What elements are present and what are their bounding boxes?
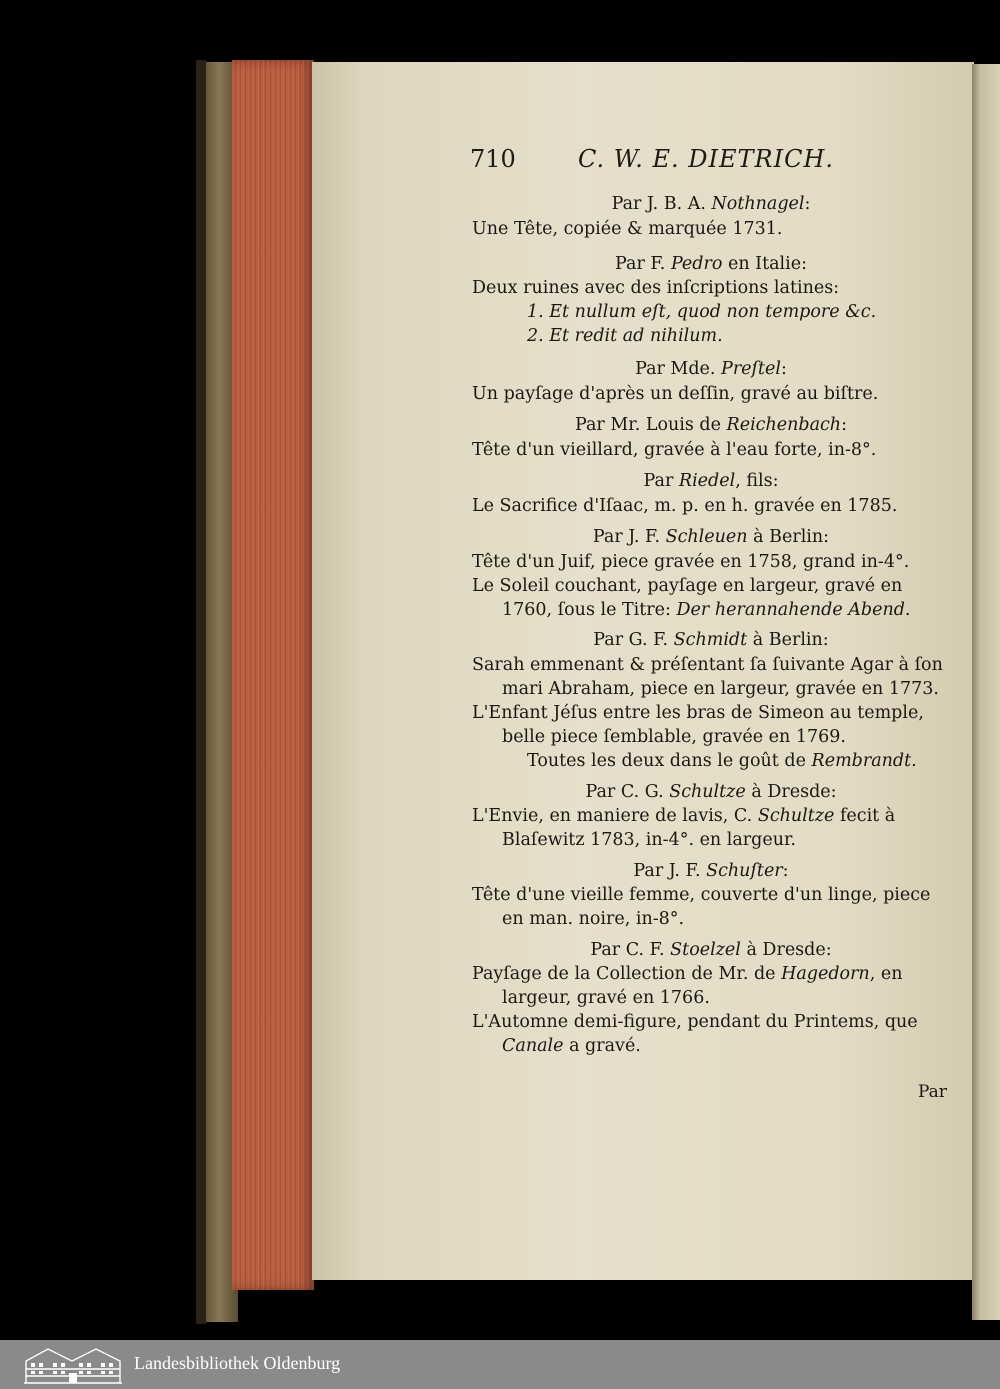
entry-heading: Par J. F. Schuſter: — [633, 861, 789, 881]
entry-line: Tête d'un vieillard, gravée à l'eau forte, in-8°. — [472, 440, 877, 460]
entry-line: Deux ruines avec des inſcriptions latines: — [472, 278, 840, 298]
library-name: Landesbibliothek Oldenburg — [134, 1353, 341, 1373]
entry-line: Une Tête, copiée & marquée 1731. — [472, 219, 783, 239]
entry-heading: Par Mr. Louis de Reichenbach: — [575, 415, 847, 435]
entry-line: Toutes les deux dans le goût de Rembrandt. — [527, 751, 917, 771]
library-building-icon — [22, 1343, 124, 1387]
entry-heading: Par J. F. Schleuen à Berlin: — [592, 527, 830, 547]
entry-heading: Par G. F. Schmidt à Berlin: — [593, 630, 829, 650]
entry-line: en man. noire, in-8°. — [502, 909, 685, 929]
entry-heading: Par Mde. Preſtel: — [635, 359, 787, 379]
page-number: 710 — [470, 145, 516, 173]
entry-heading: Par C. F. Stoelzel à Dresde: — [590, 940, 832, 960]
entry-line: Sarah emmenant & préſentant ſa ſuivante Agar à ſon — [472, 655, 943, 675]
entry-line: 2. Et redit ad nihilum. — [527, 326, 723, 346]
entry-line: largeur, gravé en 1766. — [502, 988, 710, 1008]
entry-line: Tête d'une vieille femme, couverte d'un linge, piece — [472, 885, 931, 905]
entry-line: 1760, ſous le Titre: Der herannahende Abend. — [502, 600, 911, 620]
entry-heading: Par Riedel, fils: — [643, 471, 779, 491]
entry-line: Le Sacrifice d'Iſaac, m. p. en h. gravée en 1785. — [472, 496, 898, 516]
entry-line: L'Automne demi-figure, pendant du Printems, que — [472, 1012, 918, 1032]
catchword: Par — [918, 1082, 947, 1102]
page-edges — [232, 60, 314, 1290]
entry-heading: Par J. B. A. Nothnagel: — [611, 194, 811, 214]
entry-line: Tête d'un Juif, piece gravée en 1758, grand in-4°. — [472, 552, 910, 572]
running-title: C. W. E. DIETRICH. — [578, 145, 834, 173]
entry-line: Un payſage d'après un deſſin, gravé au biſtre. — [472, 384, 879, 404]
entry-line: L'Enfant Jéſus entre les bras de Simeon au temple, — [472, 703, 924, 723]
entry-line: Payſage de la Collection de Mr. de Hagedorn, en — [472, 964, 903, 984]
entry-line: 1. Et nullum eſt, quod non tempore &c. — [527, 302, 877, 322]
entry-line: Blaſewitz 1783, in-4°. en largeur. — [502, 830, 796, 850]
footer-bar — [0, 1340, 1000, 1389]
entry-line: L'Envie, en maniere de lavis, C. Schultze fecit à — [472, 806, 896, 826]
entry-line: Canale a gravé. — [502, 1036, 641, 1056]
spine-shadow — [196, 60, 206, 1324]
entry-heading: Par F. Pedro en Italie: — [615, 254, 807, 274]
entry-line: mari Abraham, piece en largeur, gravée en 1773. — [502, 679, 939, 699]
entry-line: Le Soleil couchant, payſage en largeur, gravé en — [472, 576, 903, 596]
entry-line: belle piece ſemblable, gravée en 1769. — [502, 727, 846, 747]
entry-heading: Par C. G. Schultze à Dresde: — [585, 782, 837, 802]
